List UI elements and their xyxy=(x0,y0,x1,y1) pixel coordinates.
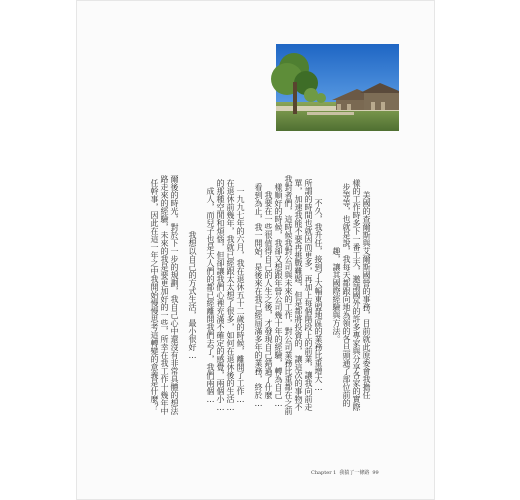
page-number: 99 xyxy=(372,470,379,476)
text-column: 我對者們，這時候我對公司與未來的工作，對公司業務比重都在之前 xyxy=(284,175,293,415)
text-column: 任幹事，因此在這一年之中我開始慢慢思考這轉變的意義是什麼？ xyxy=(150,179,159,411)
text-column: 一九九七年的六月，我在退休五十二歲的時候，離開了工作… xyxy=(236,186,245,404)
paragraph-gap xyxy=(322,150,330,440)
text-column: 路走來的經驗，未來的我是要更加好的一些，所幸在我工作十幾年中 xyxy=(160,175,169,415)
text-column: 樣的工作時多下一番工夫，邀請國外的許多專家與分享各家的實際 xyxy=(352,179,361,411)
text-column: 在退休前幾年，我就已經跟太太想了很多，如何在退休後的生活… xyxy=(226,178,235,412)
paragraph-gap xyxy=(178,150,186,440)
vertical-text-block xyxy=(145,150,370,445)
text-column: 成人，而兒子也是大人們的都已經離開我們去了，我們兩個… xyxy=(206,186,215,404)
text-column: 爾後的時光，對於下一步的規劃，我自己心中還沒有非常具體的想法 xyxy=(170,175,179,415)
text-column: 美國的查爾斯與艾爾斯國營的事務，目前就此原委會我擔任 xyxy=(362,191,371,399)
page-footer xyxy=(311,470,379,476)
text-column: 所謂的時間也就因而更多，再加上每個階段上的前業，讓我向前走 xyxy=(304,179,313,411)
chapter-label: Chapter 1 xyxy=(311,470,337,476)
text-column: 我想以自己的方式生活，最小很好… xyxy=(188,230,197,360)
text-column: 趣，讓其國際經驗與方法。 xyxy=(332,247,341,343)
chapter-title: 我猿了一條路 xyxy=(339,470,370,476)
text-column: 步等等，也就是說，我每天都跟向地為領的各旦頭通了部位前的 xyxy=(342,183,351,407)
text-column: 我要在一些很值得自己的人生之後，才發現自己錯過了什麼 xyxy=(264,191,273,399)
text-column: 看到為止，我一開始，是後來在我已經屆滿多年的業務，終於… xyxy=(254,182,263,408)
landscape-photo-illustration xyxy=(276,44,399,131)
paragraph-gap xyxy=(244,150,252,440)
text-column: 的那種空閒和煩惱，但卻讓我們心裡充滿不確定的感覺，兩個小… xyxy=(216,178,225,412)
landscape-photo xyxy=(276,44,399,131)
text-column: 單，加速我能不要再挑戰難題，但是都將投資的，讓這次的事物不 xyxy=(294,179,303,411)
paragraph-gap xyxy=(196,150,204,440)
text-column: 不久，我升任，接到了大幅東盟地區的業務比重增大… xyxy=(314,198,323,392)
text-column: 樣順好的時候，我卻又想跟年營公司幾十年的經驗，轉為自己… xyxy=(274,182,283,408)
